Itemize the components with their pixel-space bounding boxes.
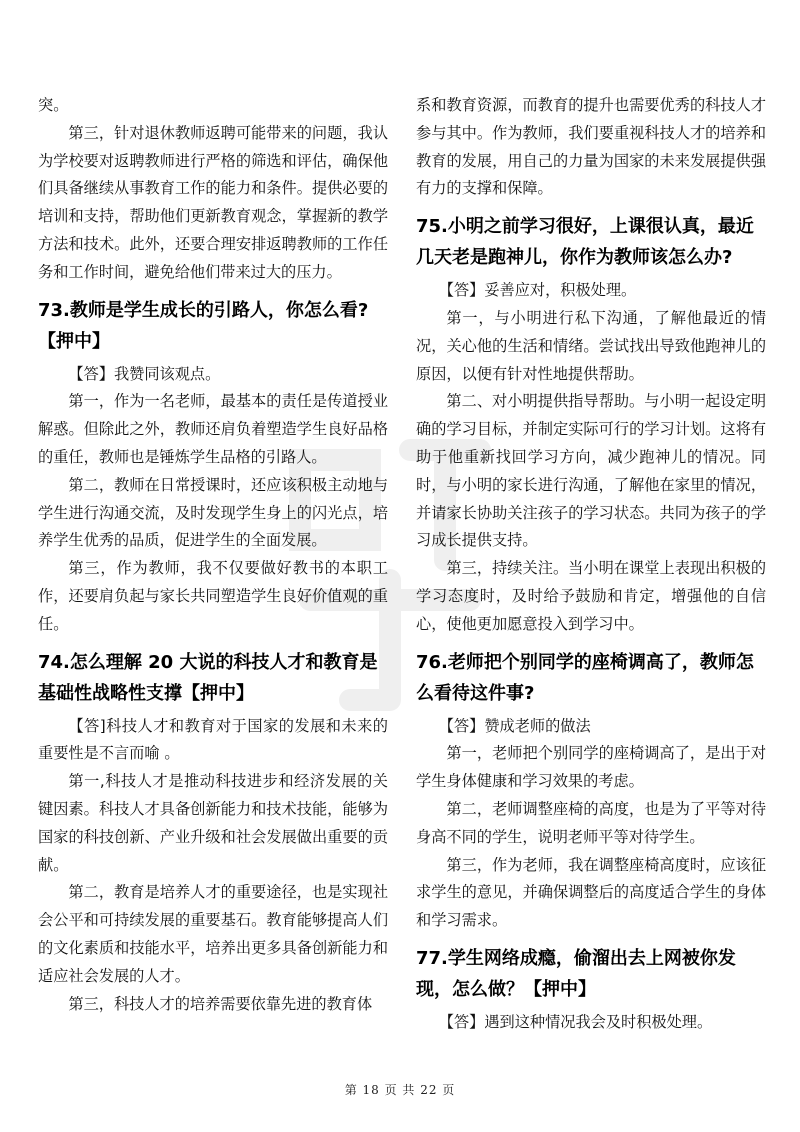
answer-line: 【答】妥善应对，积极处理。: [438, 281, 637, 300]
paragraph: 第三，科技人才的培养需要依靠先进的教育体: [68, 994, 373, 1013]
answer-line: 【答]科技人才和教育对于国家的发展和未来的重要性是不言而喻 。: [38, 716, 388, 763]
paragraph: 第二，教育是培养人才的重要途径，也是实现社会公平和可持续发展的重要基石。教育能够提高人们的文化素质和技能水平，培养出更多具备创新能力和适应社会发展的人才。: [38, 883, 388, 985]
paragraph: 第二、对小明提供指导帮助。与小明一起设定明确的学习目标，并制定实际可行的学习计划。这将有助于他重新找回学习方向，减少跑神儿的情况。同时，与小明的家长进行沟通，了解他在家里的情况，并请家长协助关注孩子的学习状态。共同为孩子的学习成长提供支持。: [416, 392, 766, 550]
page-footer: 第 18 页 共 22 页: [344, 1083, 456, 1097]
paragraph: 第一，与小明进行私下沟通，了解他最近的情况，关心他的生活和情绪。尝试找出导致他跑神儿的原因，以便有针对性地提供帮助。: [416, 308, 766, 383]
question-heading-74: 74.怎么理解 20 大说的科技人才和教育是基础性战略性支撑【押中】: [38, 651, 378, 704]
paragraph: 第二，教师在日常授课时，还应该积极主动地与学生进行沟通交流，及时发现学生身上的闪光点，培养学生优秀的品质，促进学生的全面发展。: [38, 475, 388, 550]
paragraph: 第三，针对退休教师返聘可能带来的问题，我认为学校要对返聘教师进行严格的筛选和评估，确保他们具备继续从事教育工作的能力和条件。提供必要的培训和支持，帮助他们更新教育观念，掌握新的教学方法和技术。此外，还要合理安排返聘教师的工作任务和工作时间，避免给他们带来过大的压力。: [38, 123, 388, 281]
paragraph: 系和教育资源，而教育的提升也需要优秀的科技人才参与其中。作为教师，我们要重视科技人才的培养和教育的发展，用自己的力量为国家的未来发展提供强有力的支撑和保障。: [416, 96, 766, 198]
answer-line: 【答】赞成老师的做法: [438, 716, 591, 735]
paragraph: 第三，作为老师，我在调整座椅高度时，应该征求学生的意见，并确保调整后的高度适合学生的身体和学习需求。: [416, 855, 766, 930]
question-heading-75: 75.小明之前学习很好，上课很认真，最近几天老是跑神儿，你作为教师该怎么办?: [416, 216, 754, 269]
answer-line: 【答】遇到这种情况我会及时积极处理。: [438, 1012, 713, 1031]
paragraph: 突。: [38, 96, 69, 114]
paragraph: 第三，持续关注。当小明在课堂上表现出积极的学习态度时，及时给予鼓励和肯定，增强他的自信心，使他更加愿意投入到学习中。: [416, 559, 766, 633]
paragraph: 第二，老师调整座椅的高度，也是为了平等对待身高不同的学生，说明老师平等对待学生。: [416, 799, 766, 846]
question-heading-73: 73.教师是学生成长的引路人，你怎么看?【押中】: [38, 299, 369, 352]
left-column: [38, 92, 388, 1018]
paragraph: 第一，老师把个别同学的座椅调高了，是出于对学生身体健康和学习效果的考虑。: [416, 744, 766, 791]
paragraph: 第三，作为教师，我不仅要做好教书的本职工作，还要肩负起与家长共同塑造学生良好价值观的重任。: [38, 559, 388, 633]
question-heading-76: 76.老师把个别同学的座椅调高了，教师怎么看待这件事?: [416, 651, 754, 704]
paragraph: 第一,科技人才是推动科技进步和经济发展的关键因素。科技人才具备创新能力和技术技能，能够为国家的科技创新、产业升级和社会发展做出重要的贡献。: [38, 772, 388, 874]
right-column: [416, 92, 766, 1037]
answer-line: 【答】我赞同该观点。: [68, 364, 221, 383]
question-heading-77: 77.学生网络成瘾，偷溜出去上网被你发现，怎么做？【押中】: [416, 947, 736, 1000]
paragraph: 第一，作为一名老师，最基本的责任是传道授业解惑。但除此之外，教师还肩负着塑造学生良好品格的重任，教师也是锤炼学生品格的引路人。: [38, 392, 388, 466]
